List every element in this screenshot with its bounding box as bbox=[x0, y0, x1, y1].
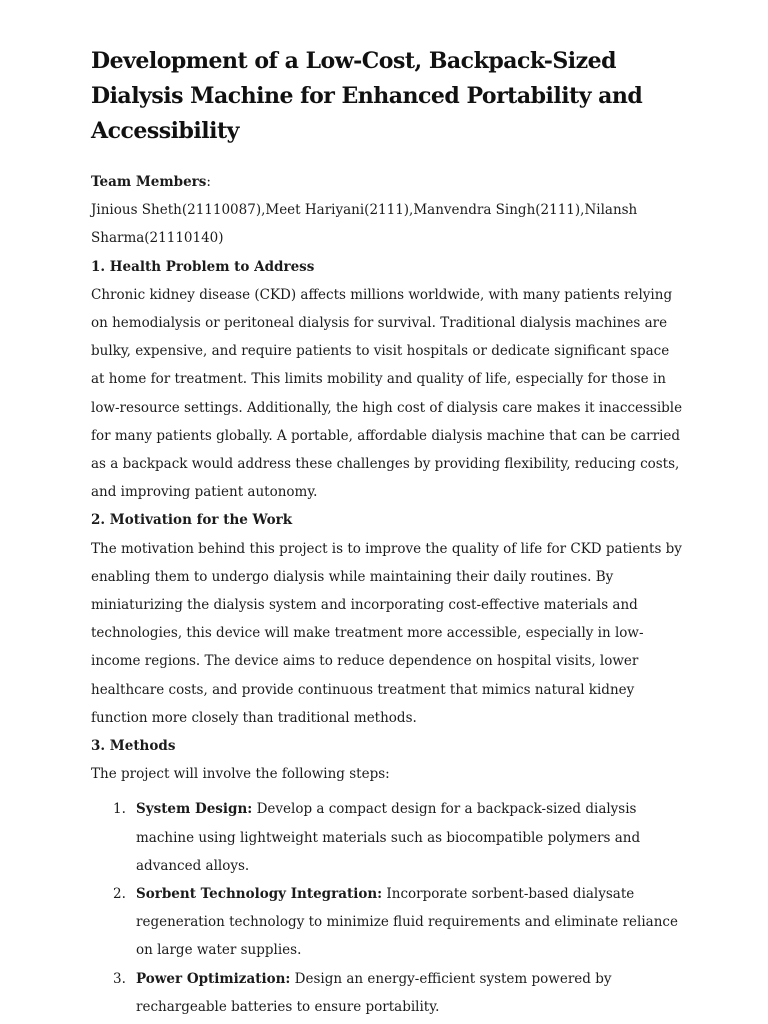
step-title: System Design: bbox=[136, 801, 253, 818]
step-text: Develop a compact design for a backpack-sized dialysis machine using lightweight materials such as biocompatible polymers and advanced alloys. bbox=[136, 801, 641, 874]
section-heading-health-problem: 1. Health Problem to Address bbox=[91, 258, 315, 275]
section-text-health-problem: Chronic kidney disease (CKD) affects millions worldwide, with many patients relying on hemodialysis or peritoneal dialysis for survival. Traditional dialysis machines are bulky, expensive, and require patients to visit hospitals or dedicate significant space at home for treatment. This limits mobility and quality of life, especially for those in low-resource settings. Additionally, the high cost of dialysis care makes it inaccessible for many patients globally. A portable, affordable dialysis machine that can be carried as a backpack would address these challenges by providing flexibility, reducing costs, and improving patient autonomy. bbox=[91, 286, 683, 501]
methods-step-list bbox=[91, 795, 683, 1021]
team-members-label bbox=[91, 168, 683, 196]
section-text-motivation: The motivation behind this project is to improve the quality of life for CKD patients by enabling them to undergo dialysis while maintaining their daily routines. By miniaturizing the dialysis system and incorporating cost-effective materials and technologies, this device will make treatment more accessible, especially in low-income regions. The device aims to reduce dependence on hospital visits, lower healthcare costs, and provide continuous treatment that mimics natural kidney function more closely than traditional methods. bbox=[91, 540, 682, 726]
document-title: Development of a Low-Cost, Backpack-Sized Dialysis Machine for Enhanced Portability and Accessibility bbox=[91, 48, 643, 144]
step-number: 2. bbox=[113, 886, 126, 903]
document-page bbox=[91, 44, 683, 1021]
team-members-list: Jinious Sheth(21110087),Meet Hariyani(2111),Manvendra Singh(2111),Nilansh Sharma(21110140) bbox=[91, 202, 638, 247]
team-members-colon: : bbox=[206, 174, 211, 190]
section-heading-methods: 3. Methods bbox=[91, 738, 176, 755]
section-text-methods: The project will involve the following steps: bbox=[91, 766, 390, 783]
step-text: Design an energy-efficient system powered by rechargeable batteries to ensure portability. bbox=[136, 970, 612, 1015]
step-number: 1. bbox=[113, 801, 126, 818]
document-body bbox=[91, 168, 683, 1021]
step-text: Incorporate sorbent-based dialysate regeneration technology to minimize fluid requirements and eliminate reliance on large water supplies. bbox=[136, 886, 678, 959]
step-title: Power Optimization: bbox=[136, 970, 291, 987]
step-number: 3. bbox=[113, 970, 126, 987]
list-item bbox=[91, 880, 683, 965]
list-item bbox=[91, 965, 683, 1021]
team-members-label-text: Team Members bbox=[91, 174, 207, 190]
step-title: Sorbent Technology Integration: bbox=[136, 886, 383, 903]
list-item bbox=[91, 795, 683, 880]
section-heading-motivation: 2. Motivation for the Work bbox=[91, 512, 293, 529]
